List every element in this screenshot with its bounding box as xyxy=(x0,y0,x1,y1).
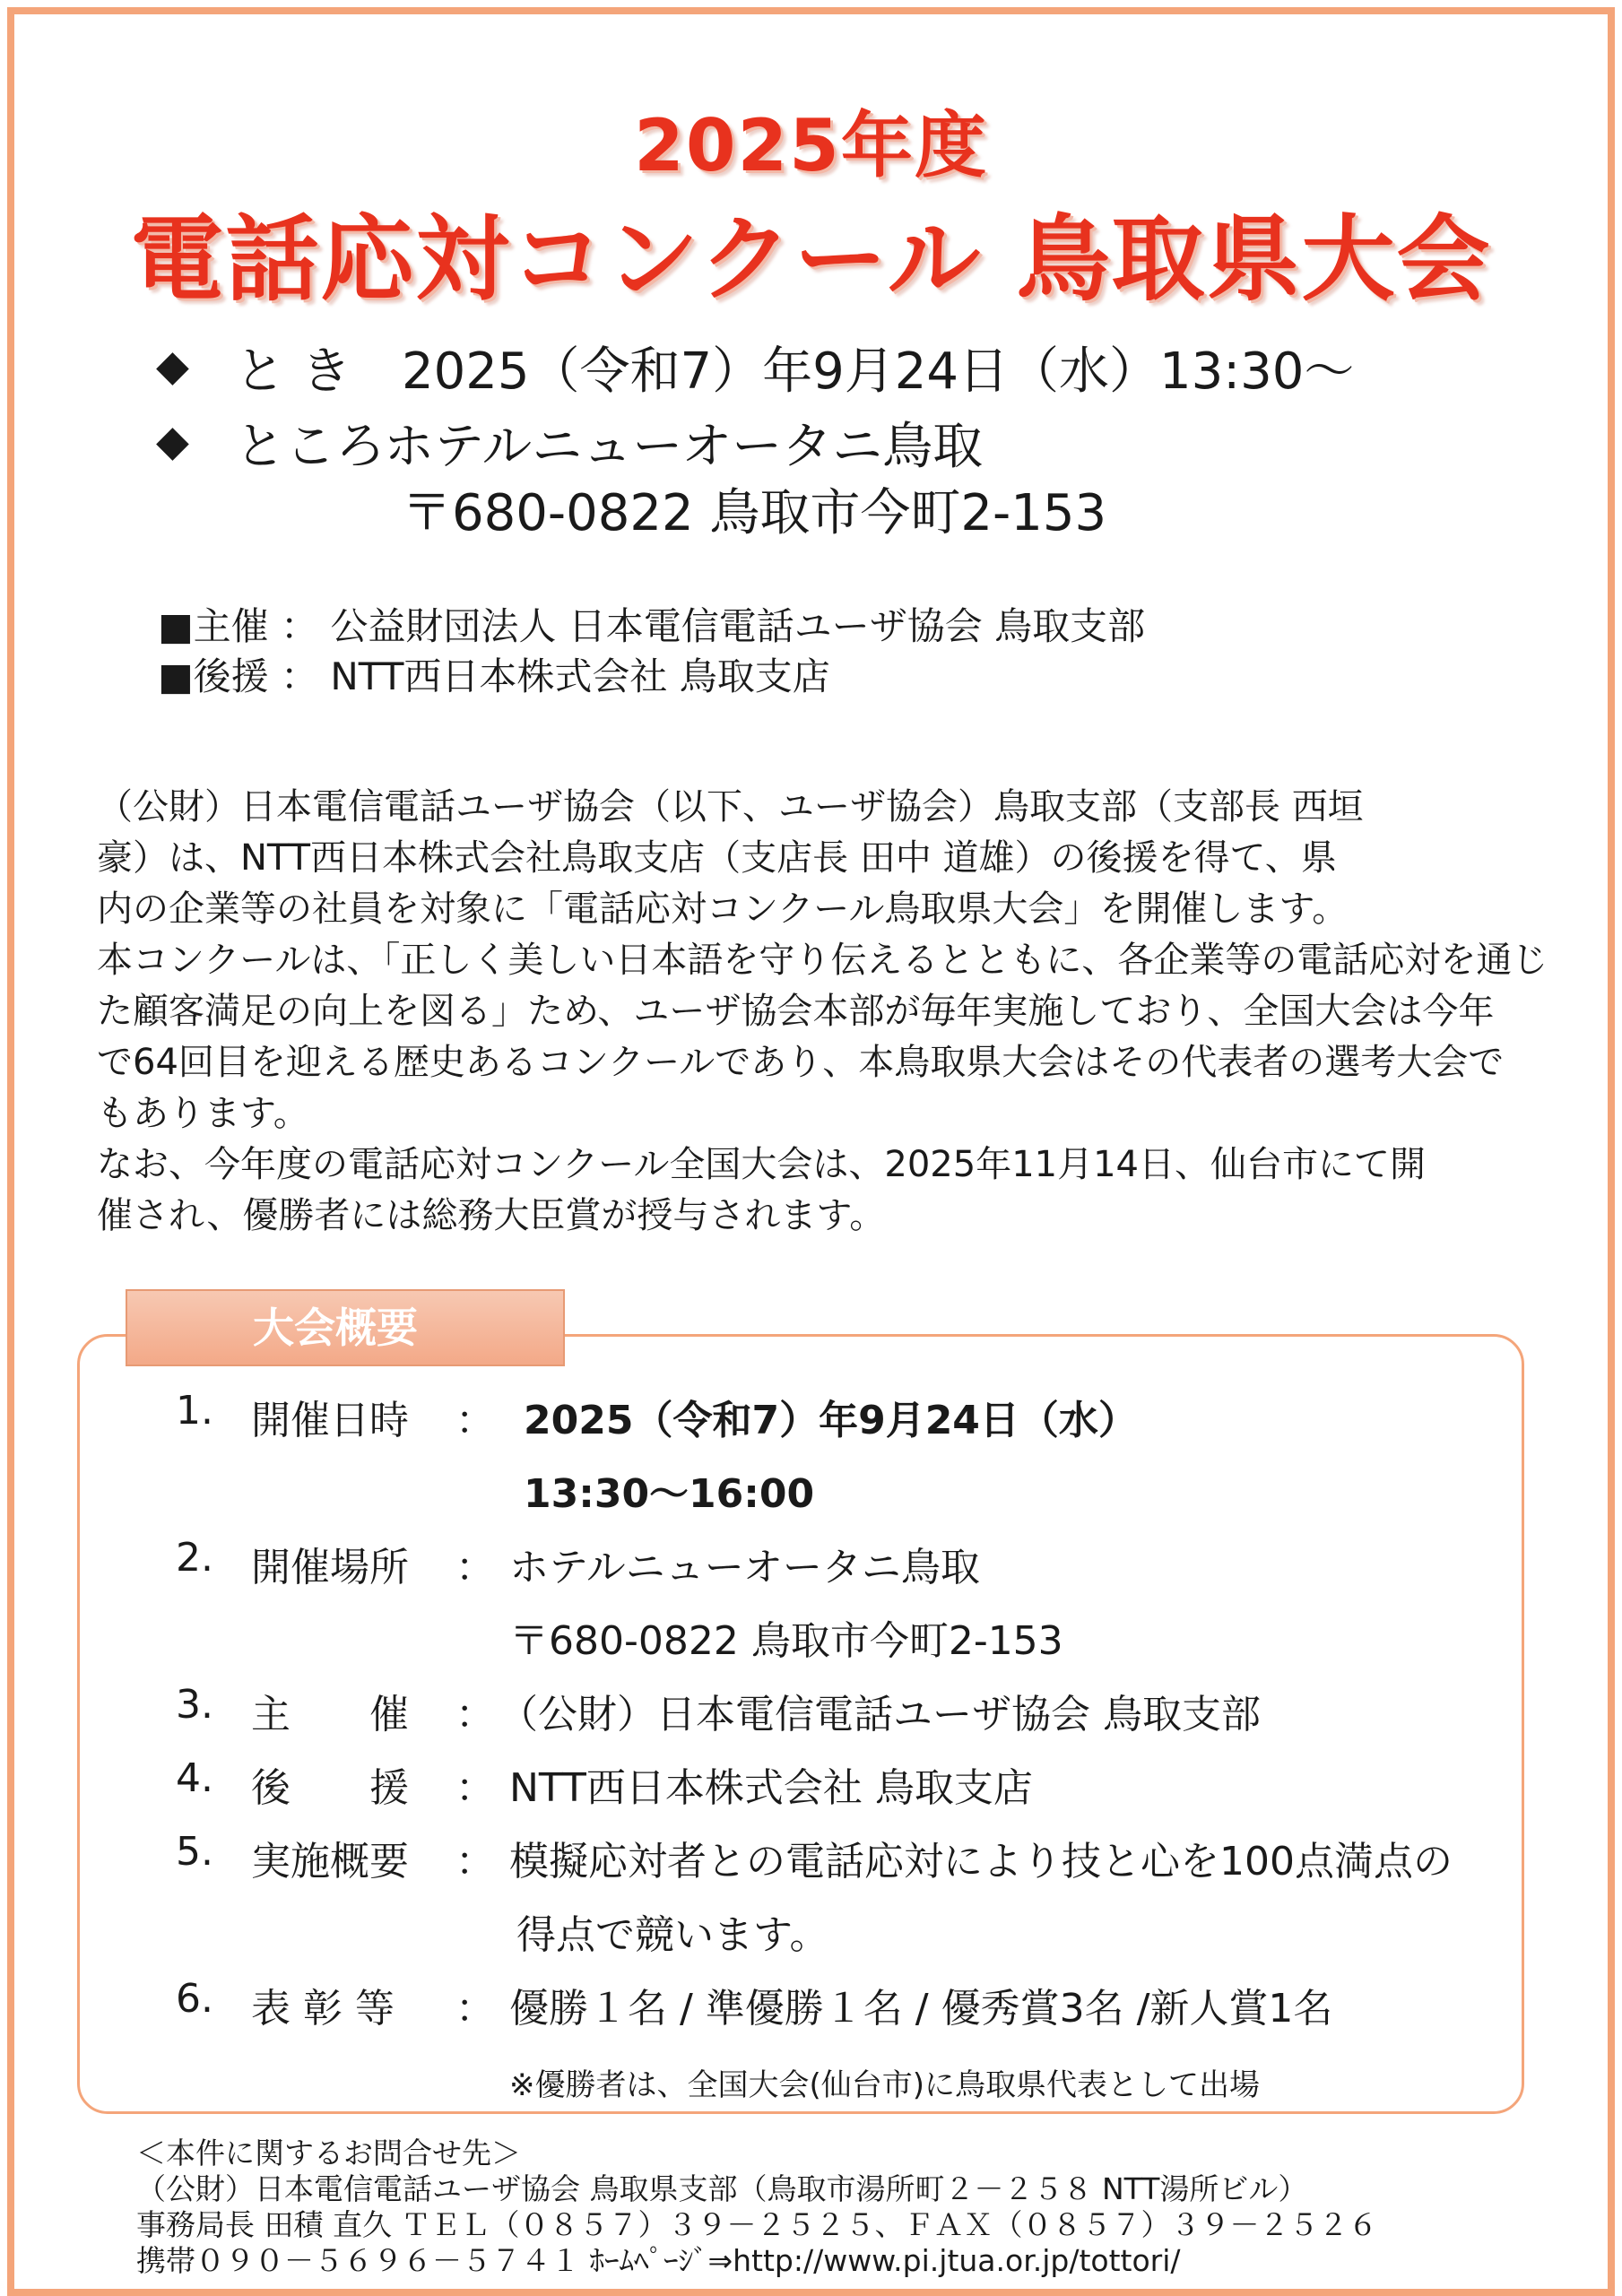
when-value: 2025（令和7）年9月24日（水）13:30～ xyxy=(402,342,1355,401)
contact-org: （公財）日本電信電話ユーザ協会 鳥取県支部（鳥取市湯所町２－２５８ NTT湯所ビル） xyxy=(136,2171,1308,2206)
overview-colon-6: ： xyxy=(455,1986,495,2032)
where-venue: ホテルニューオータニ鳥取 xyxy=(384,418,984,476)
overview-num-6: 6. xyxy=(176,1976,213,2022)
where-address: 〒680-0822 鳥取市今町2-153 xyxy=(402,484,1107,542)
contact-director: 事務局長 田積 直久 ＴＥＬ（０８５７）３９－２５２５、ＦＡＸ（０８５７）３９－２５２６ xyxy=(136,2207,1378,2242)
overview-colon-1: ： xyxy=(455,1398,495,1443)
overview-num-2: 2. xyxy=(176,1535,213,1581)
diamond-bullet-where: ◆ xyxy=(156,416,189,466)
overview-colon-5: ： xyxy=(455,1839,495,1884)
overview-note: ※優勝者は、全国大会(仙台市)に鳥取県代表として出場 xyxy=(509,2067,1261,2103)
overview-num-3: 3. xyxy=(176,1682,213,1728)
body-line: （公財）日本電信電話ユーザ協会（以下、ユーザ協会）鳥取支部（支部長 西垣 xyxy=(97,786,1364,827)
overview-label-2: 開催場所 xyxy=(251,1545,409,1590)
when-label: と き xyxy=(235,342,351,401)
overview-label-4: 後 援 xyxy=(251,1765,409,1811)
overview-label-3: 主 催 xyxy=(251,1692,409,1737)
overview-summary-2: 得点で競います。 xyxy=(516,1912,829,1958)
body-line: なお、今年度の電話応対コンクール全国大会は、2025年11月14日、仙台市にて開 xyxy=(97,1144,1426,1185)
overview-num-5: 5. xyxy=(176,1829,213,1875)
overview-venue: ホテルニューオータニ鳥取 xyxy=(509,1545,980,1590)
title-event: 電話応対コンクール 鳥取県大会 xyxy=(130,204,1492,314)
body-paragraph xyxy=(97,782,1548,1242)
overview-host: （公財）日本電信電話ユーザ協会 鳥取支部 xyxy=(499,1692,1261,1737)
overview-time: 13:30～16:00 xyxy=(524,1471,815,1517)
body-line: もあります。 xyxy=(97,1093,309,1134)
diamond-bullet-when: ◆ xyxy=(156,341,189,391)
overview-tab: 大会概要 xyxy=(126,1289,565,1366)
overview-date: 2025（令和7）年9月24日（水） xyxy=(524,1398,1138,1443)
body-line: 本コンクールは、「正しく美しい日本語を守り伝えるとともに、各企業等の電話応対を通じ xyxy=(97,940,1548,981)
title-year: 2025年度 xyxy=(634,104,988,187)
overview-awards: 優勝１名 / 準優勝１名 / 優秀賞3名 /新人賞1名 xyxy=(509,1986,1333,2032)
where-label: ところ xyxy=(235,418,386,476)
overview-num-4: 4. xyxy=(176,1755,213,1801)
overview-label-1: 開催日時 xyxy=(251,1398,409,1443)
host-line: ■主催 ： 公益財団法人 日本電信電話ユーザ協会 鳥取支部 xyxy=(158,604,1146,648)
support-line: ■後援 ： NTT西日本株式会社 鳥取支店 xyxy=(158,654,830,698)
body-line: 内の企業等の社員を対象に「電話応対コンクール鳥取県大会」を開催します。 xyxy=(97,888,1349,930)
overview-summary-1: 模擬応対者との電話応対により技と心を100点満点の xyxy=(509,1839,1453,1884)
body-line: 催され、優勝者には総務大臣賞が授与されます。 xyxy=(97,1195,886,1236)
contact-mobile: 携帯０９０－５６９６－５７４１ ﾎｰﾑﾍﾟｰｼﾞ⇒http://www.pi.jtua.or.jp/tottori/ xyxy=(136,2243,1181,2278)
overview-colon-3: ： xyxy=(455,1692,495,1737)
body-line: た顧客満足の向上を図る」ため、ユーザ協会本部が毎年実施しており、全国大会は今年 xyxy=(97,991,1495,1032)
body-line: で64回目を迎える歴史あるコンクールであり、本鳥取県大会はその代表者の選考大会で xyxy=(97,1042,1505,1083)
overview-num-1: 1. xyxy=(176,1388,213,1434)
overview-colon-2: ： xyxy=(455,1545,495,1590)
body-line: 豪）は、NTT西日本株式会社鳥取支店（支店長 田中 道雄）の後援を得て、県 xyxy=(97,837,1337,879)
overview-address: 〒680-0822 鳥取市今町2-153 xyxy=(509,1618,1063,1664)
overview-label-6: 表 彰 等 xyxy=(251,1986,395,2032)
contact-heading: ＜本件に関するお問合せ先＞ xyxy=(136,2136,521,2170)
overview-colon-4: ： xyxy=(455,1765,495,1811)
overview-label-5: 実施概要 xyxy=(251,1839,409,1884)
overview-support: NTT西日本株式会社 鳥取支店 xyxy=(509,1765,1033,1811)
